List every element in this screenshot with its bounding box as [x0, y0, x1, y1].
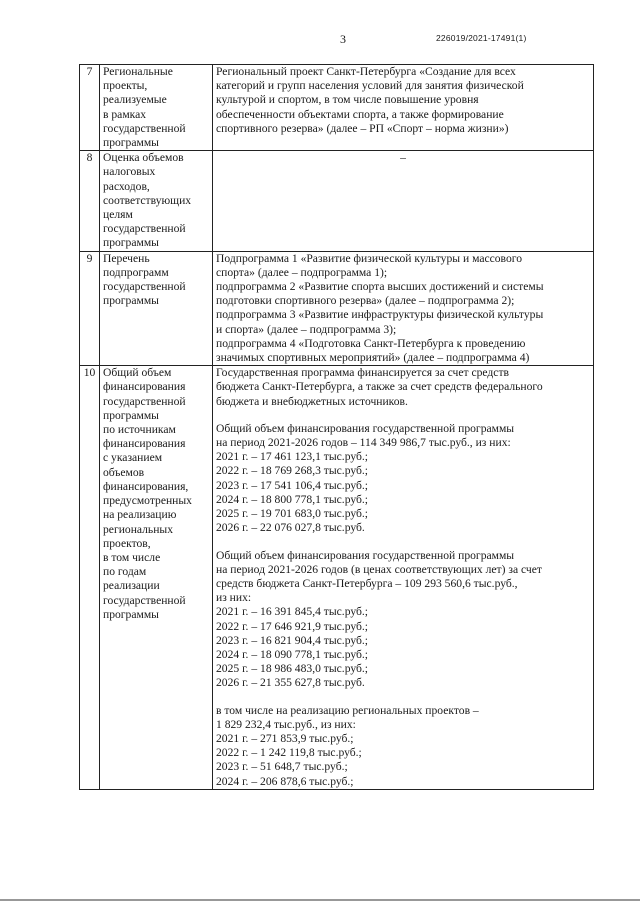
row-value-cell — [213, 366, 594, 789]
row-name-line: проектов, — [103, 536, 151, 550]
row-value-line: 2023 г. – 17 541 106,4 тыс.руб.; — [216, 478, 368, 492]
table-row — [80, 65, 594, 151]
row-name-line: региональных — [103, 522, 174, 536]
row-name-line: финансирования — [103, 380, 186, 394]
row-name-line: программы — [103, 607, 159, 621]
row-name-cell — [100, 151, 213, 251]
row-value-line: 2024 г. – 18 090 778,1 тыс.руб.; — [216, 647, 368, 661]
row-value-line: подпрограмма 2 «Развитие спорта высших достижений и системы — [216, 280, 544, 294]
row-value-line: бюджета Санкт-Петербурга, а также за счет средств федерального — [216, 380, 543, 394]
row-name-line: Общий объем — [103, 366, 172, 380]
row-name-line: финансирования — [103, 437, 186, 451]
row-value-cell — [213, 151, 594, 251]
table-row — [80, 151, 594, 251]
scan-edge-line — [0, 899, 640, 901]
row-name-line: с указанием — [103, 451, 163, 465]
row-name-line: государственной — [103, 121, 186, 135]
row-name-line: реализации — [103, 579, 160, 593]
row-value-line: в том числе на реализацию региональных проектов – — [216, 703, 479, 717]
row-name-line: программы — [103, 294, 159, 308]
row-value-line: спорта» (далее – подпрограмма 1); — [216, 265, 388, 279]
row-number: 10 — [80, 366, 100, 789]
row-value-line: 2026 г. – 21 355 627,8 тыс.руб. — [216, 676, 365, 690]
row-name-line: целям — [103, 208, 133, 222]
document-id: 226019/2021-17491(1) — [436, 33, 527, 43]
row-value-line: значимых спортивных мероприятий» (далее – подпрограмма 4) — [216, 351, 530, 365]
row-value-line: Общий объем финансирования государственной программы — [216, 548, 515, 562]
row-value-line: обеспеченности объектами спорта, а также формирование — [216, 107, 504, 121]
row-number: 8 — [80, 151, 100, 251]
row-name-line: расходов, — [103, 179, 150, 193]
paragraph-gap — [216, 409, 590, 422]
row-value-line: из них: — [216, 591, 252, 605]
row-name-cell — [100, 65, 213, 151]
row-name-line: налоговых — [103, 165, 156, 179]
row-value-line: 2023 г. – 51 648,7 тыс.руб.; — [216, 760, 348, 774]
row-value-line: на период 2021-2026 годов (в ценах соответствующих лет) за счет — [216, 562, 542, 576]
row-value-line: 2021 г. – 271 853,9 тыс.руб.; — [216, 731, 354, 745]
row-value-line: 2022 г. – 1 242 119,8 тыс.руб.; — [216, 746, 362, 760]
row-name-line: на реализацию — [103, 508, 177, 522]
table-row — [80, 366, 594, 789]
row-name-line: программы — [103, 408, 159, 422]
row-value-line: 2024 г. – 18 800 778,1 тыс.руб.; — [216, 492, 368, 506]
empty-value-dash: – — [400, 151, 406, 165]
row-value-line: на период 2021-2026 годов – 114 349 986,7 тыс.руб., из них: — [216, 436, 511, 450]
row-name-line: государственной — [103, 280, 186, 294]
program-passport-table — [79, 64, 594, 790]
row-name-line: реализуемые — [103, 93, 167, 107]
row-number: 9 — [80, 251, 100, 366]
row-value-line: 1 829 232,4 тыс.руб., из них: — [216, 717, 356, 731]
row-name-line: Региональные — [103, 65, 173, 78]
row-name-line: предусмотренных — [103, 494, 192, 508]
row-name-line: по годам — [103, 565, 147, 579]
row-value-line: категорий и групп населения условий для занятия физической — [216, 79, 524, 93]
row-value-line: Подпрограмма 1 «Развитие физической культуры и массового — [216, 251, 523, 265]
row-name-line: финансирования, — [103, 479, 189, 493]
row-name-line: подпрограмм — [103, 265, 169, 279]
row-name-line: Перечень — [103, 251, 150, 265]
row-name-line: государственной — [103, 593, 186, 607]
row-value-line: подготовки спортивного резерва» (далее – подпрограмма 2); — [216, 294, 515, 308]
row-value-line: 2026 г. – 22 076 027,8 тыс.руб. — [216, 521, 365, 535]
row-value-line: 2023 г. – 16 821 904,4 тыс.руб.; — [216, 633, 368, 647]
row-name-line: проекты, — [103, 79, 148, 93]
row-value-line: бюджета и внебюджетных источников. — [216, 394, 408, 408]
row-value-line: 2022 г. – 17 646 921,9 тыс.руб.; — [216, 619, 368, 633]
row-value-line: подпрограмма 3 «Развитие инфраструктуры физической культуры — [216, 308, 544, 322]
page-number: 3 — [340, 32, 346, 46]
row-name-line: в рамках — [103, 107, 147, 121]
row-value-line: Общий объем финансирования государственной программы — [216, 421, 515, 435]
row-name-cell — [100, 251, 213, 366]
row-name-line: программы — [103, 136, 159, 150]
row-value-line: 2024 г. – 206 878,6 тыс.руб.; — [216, 774, 354, 788]
row-name-line: государственной — [103, 394, 186, 408]
row-name-line: объемов — [103, 465, 145, 479]
paragraph-gap — [216, 691, 590, 704]
row-name-line: государственной — [103, 222, 186, 236]
row-number: 7 — [80, 65, 100, 151]
row-name-line: программы — [103, 236, 159, 250]
row-value-cell — [213, 251, 594, 366]
row-value-line: 2025 г. – 18 986 483,0 тыс.руб.; — [216, 662, 368, 676]
row-value-line: 2021 г. – 16 391 845,4 тыс.руб.; — [216, 605, 368, 619]
row-value-line: Региональный проект Санкт-Петербурга «Создание для всех — [216, 65, 516, 78]
paragraph-gap — [216, 536, 590, 549]
row-name-line: в том числе — [103, 550, 161, 564]
row-name-line: соответствующих — [103, 193, 192, 207]
table-row — [80, 251, 594, 366]
row-name-cell — [100, 366, 213, 789]
row-value-line: 2022 г. – 18 769 268,3 тыс.руб.; — [216, 464, 368, 478]
row-value-line: и спорта» (далее – подпрограмма 3); — [216, 322, 397, 336]
row-value-line: подпрограмма 4 «Подготовка Санкт-Петербурга к проведению — [216, 336, 526, 350]
row-value-line: 2021 г. – 17 461 123,1 тыс.руб.; — [216, 450, 368, 464]
row-name-line: по источникам — [103, 423, 176, 437]
row-value-line: средств бюджета Санкт-Петербурга – 109 293 560,6 тыс.руб., — [216, 576, 518, 590]
row-value-line: культурой и спортом, в том числе повышение уровня — [216, 93, 479, 107]
row-value-line: Государственная программа финансируется за счет средств — [216, 366, 509, 380]
row-value-line: спортивного резерва» (далее – РП «Спорт – норма жизни») — [216, 121, 509, 135]
row-value-line: 2025 г. – 19 701 683,0 тыс.руб.; — [216, 507, 368, 521]
row-value-cell — [213, 65, 594, 151]
row-name-line: Оценка объемов — [103, 151, 184, 165]
